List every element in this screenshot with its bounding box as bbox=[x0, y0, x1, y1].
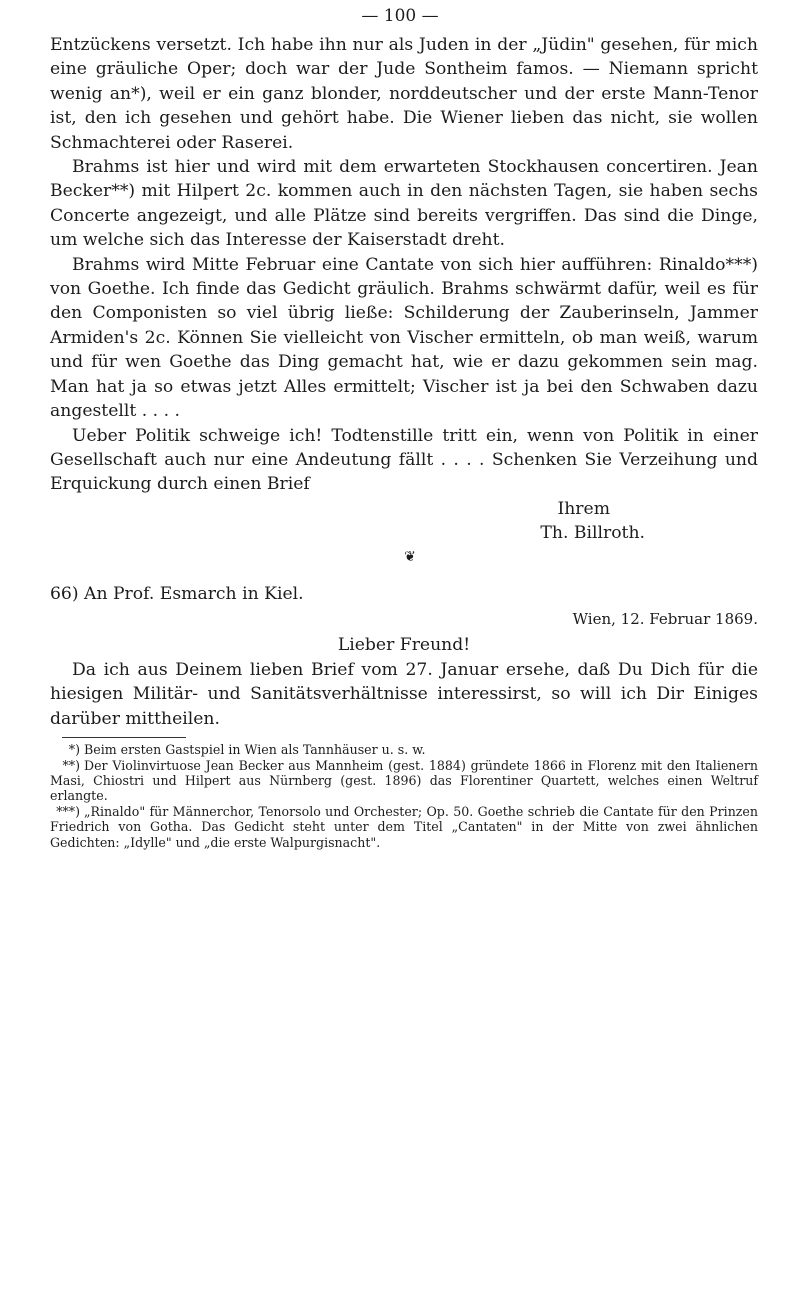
page-number: 100 bbox=[383, 6, 417, 26]
page-body bbox=[50, 33, 758, 850]
footnote-text: Der Violinvirtuose Jean Becker aus Mannheim (gest. 1884) gründete 1866 in Florenz mit den Italienern Masi, Chiostri und Hilpert aus Nürnberg (gest. 1896) das Florentiner Quartett, welches einen Weltruf erlangte. bbox=[50, 757, 758, 804]
section-ornament-icon: ❦ bbox=[404, 548, 416, 565]
letter-paragraph: Brahms wird Mitte Februar eine Cantate von sich hier aufführen: Rinaldo***) von Goethe. Ich finde das Gedicht gräulich. Brahms schwärmt dafür, weil es für den Componisten so viel übrig ließe: Schilderung der Zauberinseln, Jammer Armiden's 2c. Können Sie vielleicht von Vischer ermitteln, ob man weiß, warum und für wen Goethe das Ding gemacht hat, wie er dazu gekommen sein mag. Man hat ja so etwas jetzt Alles ermittelt; Vischer ist ja bei den Schwaben dazu angestellt . . . . bbox=[50, 254, 758, 422]
letter-heading: 66) An Prof. Esmarch in Kiel. bbox=[50, 583, 304, 604]
signature-closing: Ihrem bbox=[557, 498, 610, 519]
letter-paragraph: Ueber Politik schweige ich! Todtenstille tritt ein, wenn von Politik in einer Gesellschaft auch nur eine Andeutung fällt . . . . Schenken Sie Verzeihung und Erquickung durch einen Brief bbox=[50, 425, 758, 495]
letter-salutation: Lieber Freund! bbox=[337, 634, 471, 655]
footnote-text: „Rinaldo" für Männerchor, Tenorsolo und Orchester; Op. 50. Goethe schrieb die Cantate für den Prinzen Friedrich von Gotha. Das Gedicht steht unter dem Titel „Cantaten" in der Mitte von zwei ähnlichen Gedichten: „Idylle" und „die erste Walpurgisnacht". bbox=[50, 803, 758, 850]
footnote-mark: *) bbox=[68, 742, 80, 758]
signature-name: Th. Billroth. bbox=[540, 523, 645, 544]
letter-paragraph: Da ich aus Deinem lieben Brief vom 27. Januar ersehe, daß Du Dich für die hiesigen Militär- und Sanitätsverhältnisse interessirst, so will ich Dir Einiges darüber mittheilen. bbox=[50, 659, 758, 729]
footnote-divider bbox=[62, 737, 186, 738]
footnote-mark: **) bbox=[62, 757, 80, 773]
footnote-text: Beim ersten Gastspiel in Wien als Tannhäuser u. s. w. bbox=[84, 742, 426, 758]
page-number-header: — 100 — bbox=[361, 6, 439, 26]
footnote bbox=[50, 758, 758, 804]
footnote bbox=[50, 742, 758, 757]
letter-paragraph: Brahms ist hier und wird mit dem erwarteten Stockhausen concertiren. Jean Becker**) mit Hilpert 2c. kommen auch in den nächsten Tagen, sie haben sechs Concerte angezeigt, und alle Plätze sind bereits vergriffen. Das sind die Dinge, um welche sich das Interesse der Kaiserstadt dreht. bbox=[50, 157, 758, 251]
letter-paragraph: Entzückens versetzt. Ich habe ihn nur als Juden in der „Jüdin" gesehen, für mich eine gräuliche Oper; doch war der Jude Sontheim famos. — Niemann spricht wenig an*), weil er ein ganz blonder, norddeutscher und der erste Mann-Tenor ist, den ich gesehen und gehört habe. Die Wiener lieben das nicht, sie wollen Schmachterei oder Raserei. bbox=[50, 35, 758, 153]
footnote bbox=[50, 804, 758, 850]
letter-place-date: Wien, 12. Februar 1869. bbox=[572, 609, 758, 628]
footnote-mark: ***) bbox=[56, 803, 80, 819]
